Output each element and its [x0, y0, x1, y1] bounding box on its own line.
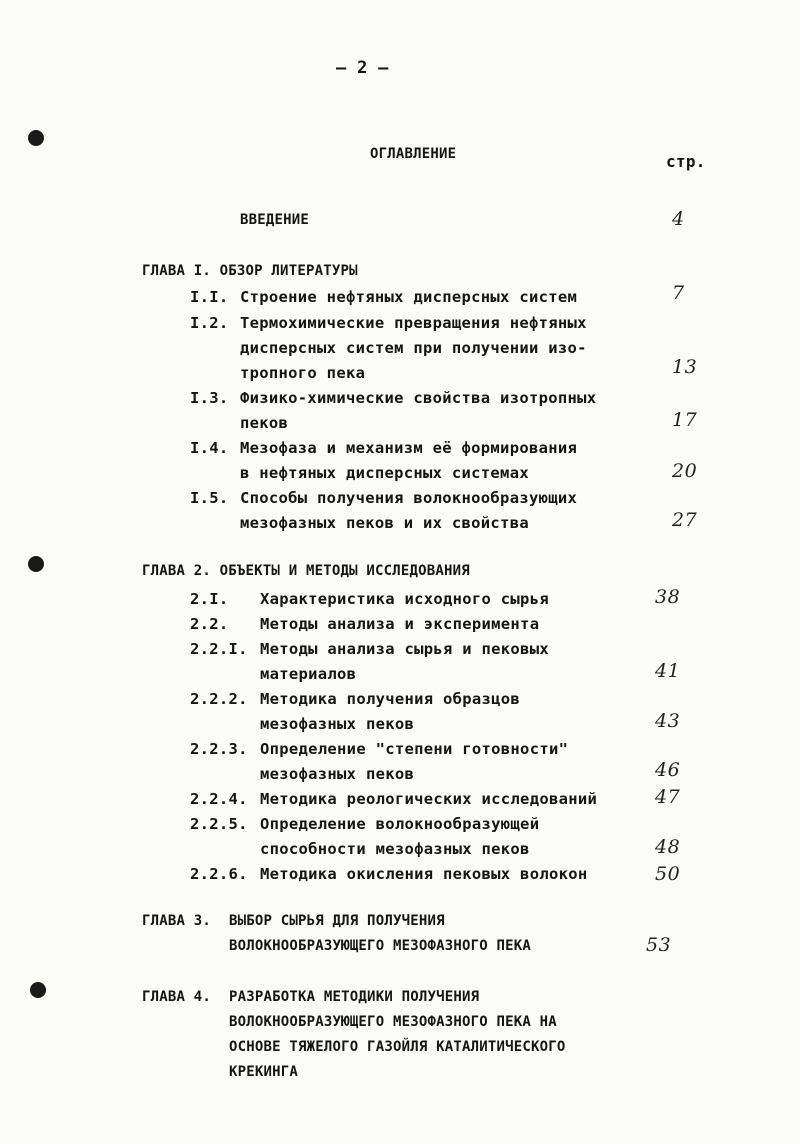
section-title-line: Характеристика исходного сырья	[260, 590, 549, 608]
section-page: 50	[655, 863, 681, 885]
chapter4-line-2: ВОЛОКНООБРАЗУЮЩЕГО МЕЗОФАЗНОГО ПЕКА НА	[229, 1014, 557, 1030]
section-title-line: мезофазных пеков	[260, 715, 415, 733]
section-page: 43	[655, 710, 681, 732]
section-title-line: материалов	[260, 665, 357, 683]
section-number: I.5.	[190, 489, 229, 507]
chapter-heading: ГЛАВА 2. ОБЪЕКТЫ И МЕТОДЫ ИССЛЕДОВАНИЯ	[142, 563, 470, 579]
section-title-line: Методы анализа сырья и пековых	[260, 640, 549, 658]
section-title-line: Термохимические превращения нефтяных	[240, 314, 587, 332]
toc-title: ОГЛАВЛЕНИЕ	[370, 146, 457, 162]
section-page: 13	[672, 356, 698, 378]
section-number: 2.2.3.	[190, 740, 248, 758]
section-number: 2.2.4.	[190, 790, 248, 808]
section-title-line: способности мезофазных пеков	[260, 840, 530, 858]
binder-hole-middle	[28, 556, 44, 572]
section-title-line: Физико-химические свойства изотропных	[240, 389, 597, 407]
section-title-line: дисперсных систем при получении изо-	[240, 339, 587, 357]
section-title-line: мезофазных пеков	[260, 765, 415, 783]
chapter3-line-2: ВОЛОКНООБРАЗУЮЩЕГО МЕЗОФАЗНОГО ПЕКА	[229, 938, 532, 954]
binder-hole-bottom	[30, 982, 46, 998]
section-title-line: Методика окисления пековых волокон	[260, 865, 588, 883]
section-page: 47	[655, 786, 681, 808]
section-number: 2.2.2.	[190, 690, 248, 708]
chapter4-prefix: ГЛАВА 4.	[142, 989, 212, 1005]
section-title-line: мезофазных пеков и их свойства	[240, 514, 529, 532]
section-title-line: Способы получения волокнообразующих	[240, 489, 578, 507]
section-number: I.I.	[190, 288, 229, 306]
section-number: I.3.	[190, 389, 229, 407]
chapter3-prefix: ГЛАВА 3.	[142, 913, 212, 929]
intro-page: 4	[672, 208, 685, 230]
section-title-line: Строение нефтяных дисперсных систем	[240, 288, 578, 306]
chapter3-line-1: ВЫБОР СЫРЬЯ ДЛЯ ПОЛУЧЕНИЯ	[229, 913, 445, 929]
intro-label: ВВЕДЕНИЕ	[240, 212, 310, 228]
section-title-line: Методика получения образцов	[260, 690, 521, 708]
section-page: 17	[672, 409, 698, 431]
section-title-line: пеков	[240, 414, 289, 432]
chapter-heading: ГЛАВА I. ОБЗОР ЛИТЕРАТУРЫ	[142, 263, 358, 279]
chapter4-line-3: ОСНОВЕ ТЯЖЕЛОГО ГАЗОЙЛЯ КАТАЛИТИЧЕСКОГО	[229, 1039, 566, 1055]
section-number: 2.2.5.	[190, 815, 248, 833]
section-page: 48	[655, 836, 681, 858]
section-page: 27	[672, 509, 698, 531]
section-number: 2.2.I.	[190, 640, 248, 658]
section-title-line: Методика реологических исследований	[260, 790, 598, 808]
section-number: 2.2.6.	[190, 865, 248, 883]
section-title-line: Определение "степени готовности"	[260, 740, 569, 758]
section-page: 46	[655, 759, 681, 781]
section-title-line: Методы анализа и эксперимента	[260, 615, 540, 633]
section-page: 7	[672, 282, 685, 304]
section-title-line: тропного пека	[240, 364, 366, 382]
section-number: I.2.	[190, 314, 229, 332]
section-number: 2.I.	[190, 590, 229, 608]
chapter4-line-1: РАЗРАБОТКА МЕТОДИКИ ПОЛУЧЕНИЯ	[229, 989, 480, 1005]
page-number: – 2 –	[336, 58, 389, 78]
binder-hole-top	[28, 130, 44, 146]
chapter4-line-4: КРЕКИНГА	[229, 1064, 299, 1080]
section-title-line: Мезофаза и механизм её формирования	[240, 439, 578, 457]
section-page: 20	[672, 460, 698, 482]
section-number: I.4.	[190, 439, 229, 457]
page-column-label: стр.	[666, 152, 706, 171]
section-title-line: в нефтяных дисперсных системах	[240, 464, 529, 482]
section-page: 38	[655, 586, 681, 608]
section-number: 2.2.	[190, 615, 229, 633]
section-page: 41	[655, 660, 681, 682]
chapter3-page: 53	[646, 934, 672, 956]
section-title-line: Определение волокнообразующей	[260, 815, 540, 833]
